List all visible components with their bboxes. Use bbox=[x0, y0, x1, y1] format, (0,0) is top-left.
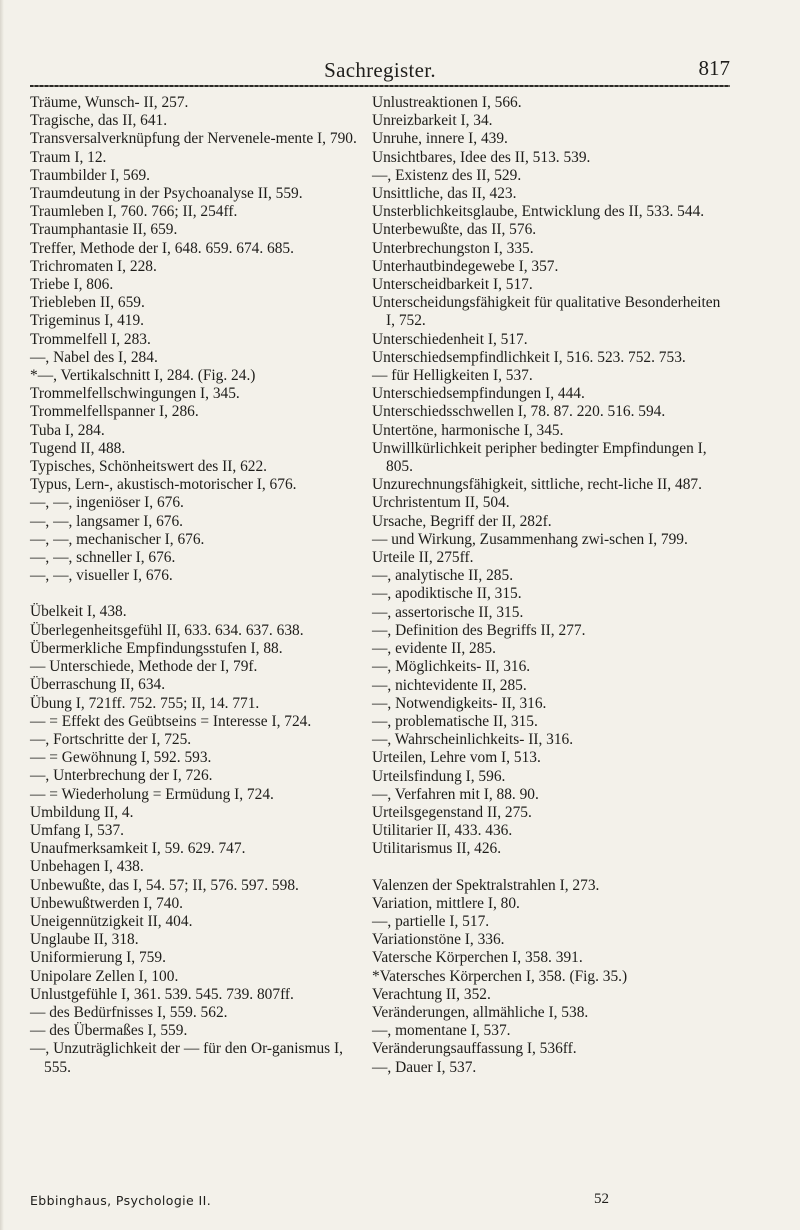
index-entry: — Unterschiede, Methode der I, 79f. bbox=[30, 658, 258, 676]
index-entry: Trichromaten I, 228. bbox=[30, 257, 157, 275]
index-entry: Urteile II, 275ff. bbox=[372, 549, 474, 567]
index-entry: Unwillkürlichkeit peripher bedingter Empfindungen I, 805. bbox=[372, 439, 707, 476]
index-entry: Traumbilder I, 569. bbox=[30, 166, 150, 184]
index-entry: —, Dauer I, 537. bbox=[372, 1058, 477, 1076]
index-entry: Variationstöne I, 336. bbox=[372, 931, 505, 949]
index-entry: Unzurechnungsfähigkeit, sittliche, recht-liche II, 487. bbox=[372, 476, 702, 494]
index-entry: Triebe I, 806. bbox=[30, 276, 114, 294]
index-entry: Unglaube II, 318. bbox=[30, 931, 139, 949]
index-entry: Unterschiedenheit I, 517. bbox=[372, 330, 528, 348]
index-entry: Transversalverknüpfung der Nervenele-mente I, 790. bbox=[30, 130, 357, 148]
index-entry: —, —, schneller I, 676. bbox=[30, 549, 176, 567]
header-rule bbox=[30, 85, 730, 87]
index-entry: Urteilsfindung I, 596. bbox=[372, 767, 506, 785]
index-entry: Urchristentum II, 504. bbox=[372, 494, 510, 512]
index-entry: *Vatersches Körperchen I, 358. (Fig. 35.) bbox=[372, 967, 628, 985]
index-entry: Utilitarismus II, 426. bbox=[372, 840, 502, 858]
page-header bbox=[30, 56, 730, 86]
index-entry: —, Fortschritte der I, 725. bbox=[30, 730, 192, 748]
index-entry: Unlustreaktionen I, 566. bbox=[372, 94, 522, 111]
index-entry: — und Wirkung, Zusammenhang zwi-schen I, 799. bbox=[372, 530, 688, 548]
index-entry: Unbewußtwerden I, 740. bbox=[30, 894, 184, 912]
footer-signature-number: 52 bbox=[594, 1191, 609, 1207]
index-entry: Utilitarier II, 433. 436. bbox=[372, 822, 513, 840]
index-entry: Tugend II, 488. bbox=[30, 439, 126, 457]
index-entry: Überlegenheitsgefühl II, 633. 634. 637. 638. bbox=[30, 621, 304, 639]
index-entry: —, Wahrscheinlichkeits- II, 316. bbox=[372, 731, 574, 749]
index-entry: —, assertorische II, 315. bbox=[372, 603, 524, 621]
index-entry: —, momentane I, 537. bbox=[372, 1022, 511, 1040]
index-entry: Unterscheidungsfähigkeit für qualitative Besonderheiten I, 752. bbox=[372, 294, 721, 330]
index-column-left bbox=[30, 94, 365, 1077]
page-title: Sachregister. bbox=[324, 58, 436, 82]
index-entry: —, analytische II, 285. bbox=[372, 567, 514, 585]
index-entry: Traum I, 12. bbox=[30, 148, 107, 166]
index-entry: —, Notwendigkeits- II, 316. bbox=[372, 694, 547, 712]
index-entry: Typus, Lern-, akustisch-motorischer I, 676. bbox=[30, 476, 297, 494]
index-entry: —, partielle I, 517. bbox=[372, 912, 490, 930]
index-entry: Unterschiedsempfindungen I, 444. bbox=[372, 385, 585, 403]
index-entry: — = Wiederholung = Ermüdung I, 724. bbox=[30, 785, 274, 803]
index-entry: Übung I, 721ff. 752. 755; II, 14. 771. bbox=[30, 694, 260, 712]
page-number: 817 bbox=[698, 56, 730, 80]
scan-edge bbox=[0, 0, 4, 1230]
index-entry: Trommelfell I, 283. bbox=[30, 330, 151, 348]
index-entry: Uniformierung I, 759. bbox=[30, 949, 166, 967]
index-entry: Übermerkliche Empfindungsstufen I, 88. bbox=[30, 639, 283, 657]
index-entry: —, Möglichkeits- II, 316. bbox=[372, 658, 531, 676]
index-entry: —, apodiktische II, 315. bbox=[372, 585, 522, 603]
index-entry: —, —, langsamer I, 676. bbox=[30, 512, 184, 530]
index-entry: Unterschiedsschwellen I, 78. 87. 220. 516. 594. bbox=[372, 403, 666, 421]
index-entry: —, Nabel des I, 284. bbox=[30, 348, 158, 366]
index-entry: Variation, mittlere I, 80. bbox=[372, 894, 520, 912]
index-entry: — für Helligkeiten I, 537. bbox=[372, 367, 533, 385]
index-entry: Unreizbarkeit I, 34. bbox=[372, 112, 493, 130]
index-entry: Triebleben II, 659. bbox=[30, 294, 145, 312]
index-entry: — des Übermaßes I, 559. bbox=[30, 1022, 188, 1040]
index-entry: —, evidente II, 285. bbox=[372, 640, 496, 658]
index-entry: Traumphantasie II, 659. bbox=[30, 221, 178, 239]
index-entry: —, Existenz des II, 529. bbox=[372, 166, 522, 184]
index-entry: —, Definition des Begriffs II, 277. bbox=[372, 621, 586, 639]
index-entry: Träume, Wunsch- II, 257. bbox=[30, 94, 189, 111]
index-entry: Unterbrechungston I, 335. bbox=[372, 239, 534, 257]
index-entry: —, Unzuträglichkeit der — für den Or-ganismus I, 555. bbox=[30, 1040, 343, 1076]
index-entry: Unipolare Zellen I, 100. bbox=[30, 967, 179, 985]
index-entry: Unsittliche, das II, 423. bbox=[372, 185, 517, 203]
index-entry: Unbewußte, das I, 54. 57; II, 576. 597. 598. bbox=[30, 876, 299, 894]
index-entry: — des Bedürfnisses I, 559. 562. bbox=[30, 1003, 228, 1021]
index-entry: Urteilen, Lehre vom I, 513. bbox=[372, 749, 541, 767]
index-entry: Typisches, Schönheitswert des II, 622. bbox=[30, 458, 268, 476]
index-entry: Unterscheidbarkeit I, 517. bbox=[372, 276, 533, 294]
index-entry: —, Unterbrechung der I, 726. bbox=[30, 767, 213, 785]
index-entry: Tuba I, 284. bbox=[30, 421, 105, 439]
index-entry: —, nichtevidente II, 285. bbox=[372, 676, 527, 694]
index-entry: Verachtung II, 352. bbox=[372, 985, 491, 1003]
index-entry: Trommelfellschwingungen I, 345. bbox=[30, 385, 240, 403]
index-entry: Umfang I, 537. bbox=[30, 821, 125, 839]
index-entry: Überraschung II, 634. bbox=[30, 676, 166, 694]
index-entry: Unsichtbares, Idee des II, 513. 539. bbox=[372, 148, 591, 166]
index-entry: Unlustgefühle I, 361. 539. 545. 739. 807ff. bbox=[30, 985, 294, 1003]
index-entry: Unterbewußte, das II, 576. bbox=[372, 221, 537, 239]
index-entry: — = Effekt des Geübtseins = Interesse I, 724. bbox=[30, 712, 312, 730]
index-entry: Unterschiedsempfindlichkeit I, 516. 523. 752. 753. bbox=[372, 348, 686, 366]
index-entry: —, —, ingeniöser I, 676. bbox=[30, 494, 184, 512]
index-entry: Unaufmerksamkeit I, 59. 629. 747. bbox=[30, 840, 246, 858]
index-entry: Vatersche Körperchen I, 358. 391. bbox=[372, 949, 583, 967]
index-entry: Umbildung II, 4. bbox=[30, 803, 134, 821]
index-entry: Untertöne, harmonische I, 345. bbox=[372, 421, 564, 439]
index-entry: —, problematische II, 315. bbox=[372, 712, 538, 730]
index-entry: —, —, mechanischer I, 676. bbox=[30, 530, 205, 548]
index-entry: —, —, visueller I, 676. bbox=[30, 567, 173, 585]
footer-signature: Ebbinghaus, Psychologie II. bbox=[30, 1193, 212, 1208]
index-entry: Trommelfellspanner I, 286. bbox=[30, 403, 199, 421]
index-entry: Unterhautbindegewebe I, 357. bbox=[372, 257, 559, 275]
index-entry: Unsterblichkeitsglaube, Entwicklung des II, 533. 544. bbox=[372, 203, 705, 221]
index-entry: Treffer, Methode der I, 648. 659. 674. 685. bbox=[30, 239, 294, 257]
index-entry: Tragische, das II, 641. bbox=[30, 112, 168, 130]
index-column-right bbox=[372, 94, 727, 1077]
index-entry: Traumleben I, 760. 766; II, 254ff. bbox=[30, 203, 238, 221]
index-entry: Veränderungen, allmähliche I, 538. bbox=[372, 1003, 589, 1021]
index-entry: Ursache, Begriff der II, 282f. bbox=[372, 512, 552, 530]
index-entry: —, Verfahren mit I, 88. 90. bbox=[372, 785, 539, 803]
index-entry: Uneigennützigkeit II, 404. bbox=[30, 912, 193, 930]
index-entry: Unbehagen I, 438. bbox=[30, 858, 144, 876]
index-entry: Veränderungsauffassung I, 536ff. bbox=[372, 1040, 577, 1058]
index-entry: Traumdeutung in der Psychoanalyse II, 559. bbox=[30, 185, 303, 203]
index-entry: — = Gewöhnung I, 592. 593. bbox=[30, 749, 212, 767]
index-entry: Valenzen der Spektralstrahlen I, 273. bbox=[372, 876, 600, 894]
index-entry: Unruhe, innere I, 439. bbox=[372, 130, 508, 148]
index-entry: *—, Vertikalschnitt I, 284. (Fig. 24.) bbox=[30, 367, 256, 385]
index-entry: Urteilsgegenstand II, 275. bbox=[372, 803, 532, 821]
index-entry: Trigeminus I, 419. bbox=[30, 312, 145, 330]
index-entry: Übelkeit I, 438. bbox=[30, 603, 127, 621]
